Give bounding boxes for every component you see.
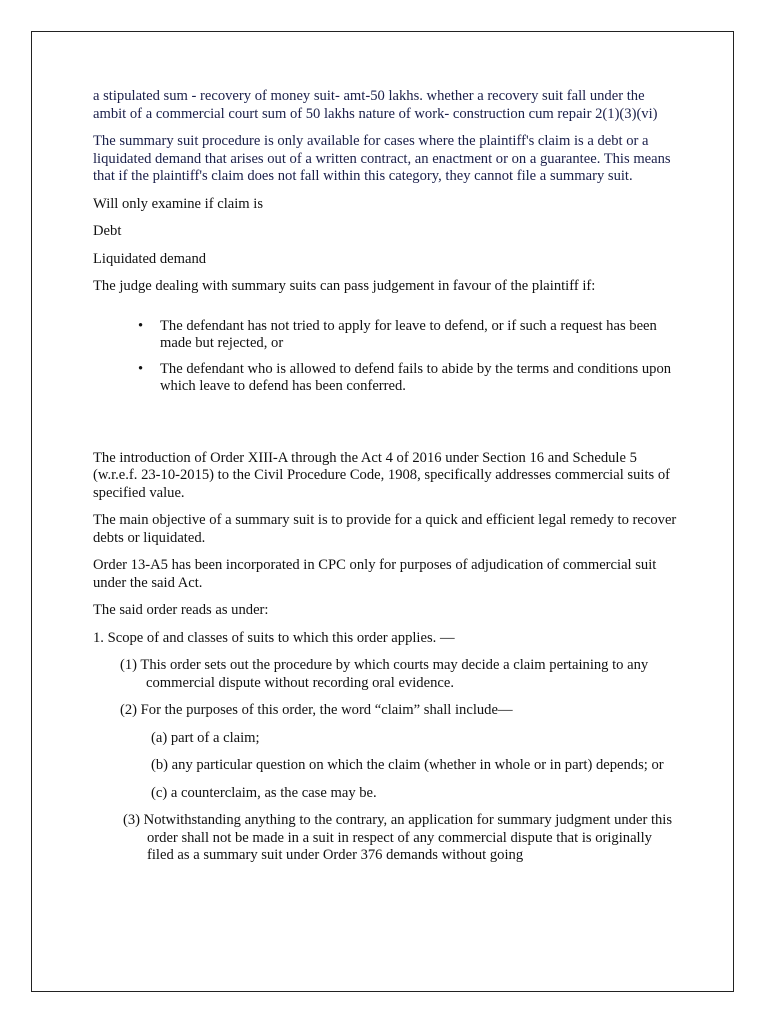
section-spacer [93, 404, 677, 450]
order-13-a5-paragraph: Order 13-A5 has been incorporated in CPC only for purposes of adjudication of commercial suit under the said Act. [93, 557, 657, 591]
list-item [93, 318, 677, 353]
judge-conditions-paragraph: The judge dealing with summary suits can pass judgement in favour of the plaintiff if: [93, 278, 596, 294]
order-introduction-paragraph: The introduction of Order XIII-A through the Act 4 of 2016 under Section 16 and Schedule 5 (w.r.e.f. 23-10-2015) to the Civil Procedure Code, 1908, specifically addresses commercial suits of specified value. [93, 449, 670, 501]
bullet-icon: • [138, 317, 144, 334]
examine-claim-line: Will only examine if claim is [93, 195, 264, 212]
document-page [31, 31, 734, 992]
conditions-list [93, 318, 677, 396]
sub-clause-a: (a) part of a claim; [151, 729, 260, 746]
list-item [93, 361, 677, 396]
liquidated-demand-line: Liquidated demand [93, 250, 207, 267]
sub-clause-b: (b) any particular question on which the claim (whether in whole or in part) depends; or [151, 757, 664, 773]
summary-suit-paragraph: The summary suit procedure is only available for cases where the plaintiff's claim is a debt or a liquidated demand that arises out of a written contract, an enactment or on a guarantee. This means that if the plaintiff's claim does not fall within this category, they cannot file a summary suit. [93, 133, 671, 184]
sub-clause-c: (c) a counterclaim, as the case may be. [151, 784, 377, 801]
clause-1: (1) This order sets out the procedure by which courts may decide a claim pertaining to any commercial dispute without recording oral evidence. [120, 657, 649, 691]
list-item-text: The defendant who is allowed to defend fails to abide by the terms and conditions upon which leave to defend has been conferred. [160, 360, 672, 394]
scope-heading: 1. Scope of and classes of suits to which this order applies. — [93, 629, 455, 646]
list-item-text: The defendant has not tried to apply for leave to defend, or if such a request has been made but rejected, or [160, 317, 657, 351]
objective-paragraph: The main objective of a summary suit is to provide for a quick and efficient legal remedy to recover debts or liquidated. [93, 512, 677, 546]
intro-note: a stipulated sum - recovery of money suit- amt-50 lakhs. whether a recovery suit fall under the ambit of a commercial court sum of 50 lakhs nature of work- construction cum repair 2(1)(3)(vi) [93, 88, 658, 122]
bullet-icon: • [138, 360, 144, 377]
document-body [93, 88, 677, 875]
clause-3: (3) Notwithstanding anything to the contrary, an application for summary judgment under this order shall not be made in a suit in respect of any commercial dispute that is originally filed as a summary suit under Order 376 demands without going [123, 812, 673, 863]
debt-line: Debt [93, 223, 122, 239]
clause-2: (2) For the purposes of this order, the word “claim” shall include— [120, 702, 513, 718]
order-reads-line: The said order reads as under: [93, 602, 269, 618]
